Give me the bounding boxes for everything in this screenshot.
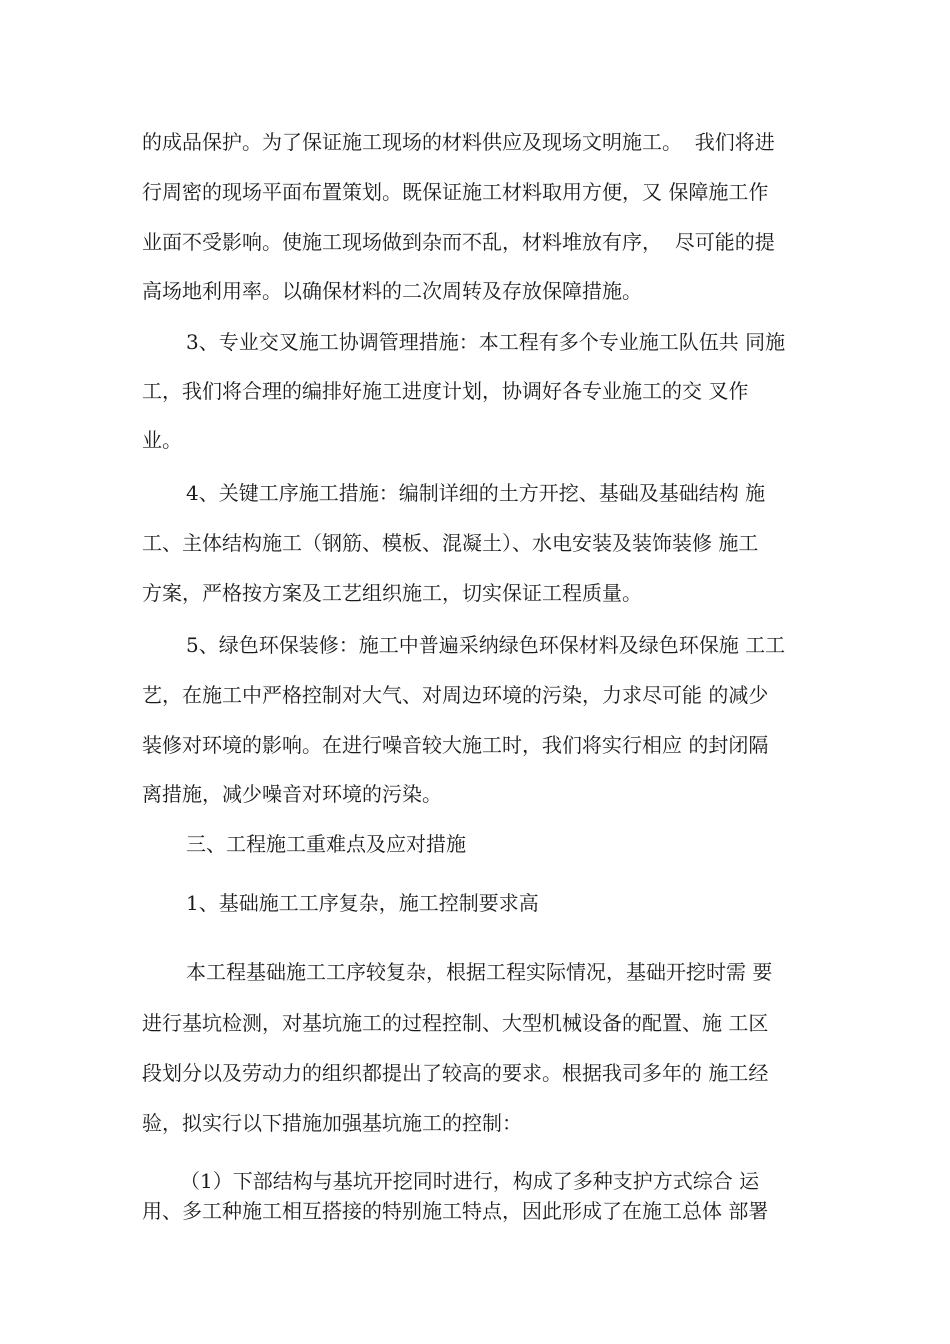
paragraph-line: 验，拟实行以下措施加强基坑施工的控制： <box>142 1111 522 1135</box>
paragraph-line: 工，我们将合理的编排好施工进度计划，协调好各专业施工的交 叉作 <box>142 379 749 403</box>
subsection-heading: 1、基础施工工序复杂，施工控制要求高 <box>186 891 539 915</box>
paragraph-line: 业面不受影响。使施工现场做到杂而不乱，材料堆放有序， 尽可能的提 <box>142 230 775 254</box>
paragraph-line: 进行基坑检测，对基坑施工的过程控制、大型机械设备的配置、施 工区 <box>142 1011 769 1035</box>
paragraph-line: 段划分以及劳动力的组织都提出了较高的要求。根据我司多年的 施工经 <box>142 1061 769 1085</box>
paragraph-line: 本工程基础施工工序较复杂，根据工程实际情况，基础开挖时需 要 <box>186 960 773 984</box>
section-heading: 三、工程施工重难点及应对措施 <box>186 832 466 856</box>
paragraph-line: 的成品保护。为了保证施工现场的材料供应及现场文明施工。 我们将进 <box>142 130 775 154</box>
paragraph-line: 4、关键工序施工措施：编制详细的土方开挖、基础及基础结构 施 <box>186 481 766 505</box>
paragraph-line: 业。 <box>142 428 182 452</box>
paragraph-line: 工、主体结构施工（钢筋、模板、混凝土）、水电安装及装饰装修 施工 <box>142 531 759 555</box>
paragraph-line: 艺，在施工中严格控制对大气、对周边环境的污染，力求尽可能 的减少 <box>142 683 769 707</box>
paragraph-line: 3、专业交叉施工协调管理措施：本工程有多个专业施工队伍共 同施 <box>186 330 786 354</box>
paragraph-line: 5、绿色环保装修：施工中普遍采纳绿色环保材料及绿色环保施 工工 <box>186 633 786 657</box>
paragraph-line: 高场地利用率。以确保材料的二次周转及存放保障措施。 <box>142 279 642 303</box>
paragraph-line: 方案，严格按方案及工艺组织施工，切实保证工程质量。 <box>142 581 642 605</box>
paragraph-line: 用、多工种施工相互搭接的特别施工特点，因此形成了在施工总体 部署 <box>142 1199 769 1223</box>
paragraph-line: 行周密的现场平面布置策划。既保证施工材料取用方便，又 保障施工作 <box>142 180 769 204</box>
paragraph-line: 装修对环境的影响。在进行噪音较大施工时，我们将实行相应 的封闭隔 <box>142 733 769 757</box>
paragraph-line: 离措施，减少噪音对环境的污染。 <box>142 782 442 806</box>
paragraph-line: （1）下部结构与基坑开挖同时进行，构成了多种支护方式综合 运 <box>180 1169 760 1193</box>
